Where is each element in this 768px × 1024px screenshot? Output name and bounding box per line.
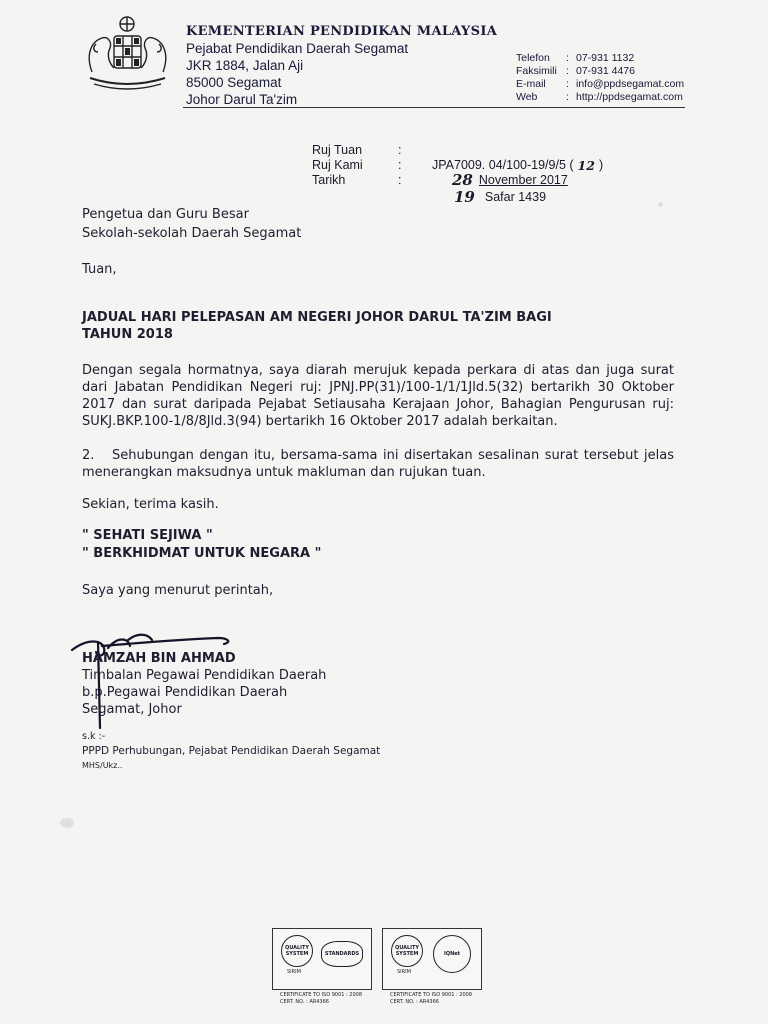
office-line: JKR 1884, Jalan Aji bbox=[186, 58, 304, 73]
paragraph-2-number: 2. bbox=[82, 448, 95, 463]
cert-caption: CERTIFICATE TO ISO 9001 : 2008 bbox=[280, 992, 363, 998]
office-line: 85000 Segamat bbox=[186, 75, 282, 90]
hijri-month-year: Safar 1439 bbox=[484, 190, 547, 204]
recipient-line: Sekolah-sekolah Daerah Segamat bbox=[82, 226, 302, 241]
quality-system-badge bbox=[391, 935, 423, 967]
motto-line: " SEHATI SEJIWA " bbox=[82, 528, 213, 543]
contact-sep: : bbox=[566, 78, 569, 90]
contact-sep: : bbox=[566, 65, 569, 77]
cc-label: s.k :- bbox=[82, 731, 106, 742]
cert-caption: CERTIFICATE TO ISO 9001 : 2008 bbox=[390, 992, 473, 998]
hijri-handwritten-day: 19 bbox=[454, 188, 475, 206]
ref-colon: : bbox=[398, 173, 402, 187]
office-address bbox=[186, 40, 408, 108]
contact-value: info@ppdsegamat.com bbox=[576, 78, 685, 90]
badge-text: STANDARDS bbox=[324, 951, 360, 957]
sirim-label: SIRIM bbox=[287, 969, 301, 975]
contact-row-web bbox=[516, 91, 684, 104]
signatory-block bbox=[82, 650, 326, 718]
closing: Sekian, terima kasih. bbox=[82, 497, 219, 512]
iso-cert-logo-left bbox=[272, 928, 372, 990]
malaysia-crest-icon bbox=[80, 14, 175, 96]
contact-value: 07-931 4476 bbox=[576, 65, 635, 77]
ref-close-paren: ) bbox=[598, 158, 604, 172]
badge-text: QUALITY SYSTEM bbox=[394, 945, 420, 957]
date-month-year: November 2017 bbox=[478, 173, 568, 187]
spacer bbox=[398, 190, 432, 205]
ref-value: JPA7009. 04/100-19/9/5 ( bbox=[432, 158, 574, 172]
cc-initials: MHS/Ukz.. bbox=[82, 761, 123, 770]
paragraph-2 bbox=[82, 447, 674, 481]
paragraph-2-text: Sehubungan dengan itu, bersama-sama ini disertakan sesalinan surat tersebut jelas menerangkan maksudnya untuk makluman dan rujukan tuan. bbox=[82, 448, 674, 480]
signatory-name: HAMZAH BIN AHMAD bbox=[82, 651, 236, 666]
header-divider bbox=[183, 107, 685, 108]
signatory-title: b.p.Pegawai Pendidikan Daerah bbox=[82, 685, 288, 700]
subject-line: JADUAL HARI PELEPASAN AM NEGERI JOHOR DARUL TA'ZIM BAGI bbox=[82, 310, 552, 325]
contact-row-email bbox=[516, 78, 684, 91]
cc-recipient: PPPD Perhubungan, Pejabat Pendidikan Daerah Segamat bbox=[82, 745, 381, 757]
ref-label: Ruj Tuan bbox=[312, 143, 363, 157]
spacer bbox=[312, 190, 398, 205]
scan-blot bbox=[60, 818, 74, 828]
cert-caption: CERT. NO. : AR4366 bbox=[390, 999, 439, 1005]
ref-row-hijri bbox=[312, 190, 603, 205]
signatory-title: Timbalan Pegawai Pendidikan Daerah bbox=[82, 668, 327, 683]
sign-off: Saya yang menurut perintah, bbox=[82, 583, 274, 598]
contact-label: Faksimili bbox=[516, 65, 557, 77]
ref-colon: : bbox=[398, 158, 402, 172]
subject-line: TAHUN 2018 bbox=[82, 327, 173, 342]
scan-blot bbox=[658, 202, 663, 207]
contact-label: Telefon bbox=[516, 52, 550, 64]
contact-sep: : bbox=[566, 91, 569, 103]
standards-badge bbox=[321, 941, 363, 967]
ministry-name: KEMENTERIAN PENDIDIKAN MALAYSIA bbox=[186, 24, 498, 39]
contact-row-faksimili bbox=[516, 65, 684, 78]
reference-block bbox=[312, 143, 603, 205]
cert-caption: CERT. NO. : AR4366 bbox=[280, 999, 329, 1005]
ref-row-ruj-tuan bbox=[312, 143, 603, 158]
contact-label: Web bbox=[516, 91, 538, 103]
quality-system-badge bbox=[281, 935, 313, 967]
contact-sep: : bbox=[566, 52, 569, 64]
contact-block bbox=[516, 52, 684, 104]
ref-colon: : bbox=[398, 143, 402, 157]
sirim-label: SIRIM bbox=[397, 969, 411, 975]
badge-text: QUALITY SYSTEM bbox=[284, 945, 310, 957]
contact-value: 07-931 1132 bbox=[576, 52, 635, 64]
ref-label: Ruj Kami bbox=[312, 158, 363, 172]
ref-label: Tarikh bbox=[312, 173, 346, 187]
ref-handwritten-number: 12 bbox=[577, 158, 595, 173]
contact-row-telefon bbox=[516, 52, 684, 65]
contact-label: E-mail bbox=[516, 78, 546, 90]
iso-cert-logo-right bbox=[382, 928, 482, 990]
office-line: Johor Darul Ta'zim bbox=[186, 92, 298, 107]
motto-line: " BERKHIDMAT UNTUK NEGARA " bbox=[82, 546, 322, 561]
badge-text: IQNet bbox=[443, 951, 461, 957]
date-handwritten-day: 28 bbox=[452, 171, 473, 189]
cc-block bbox=[82, 730, 380, 772]
contact-value: http://ppdsegamat.com bbox=[576, 91, 683, 103]
office-line: Pejabat Pendidikan Daerah Segamat bbox=[186, 41, 409, 56]
signatory-title: Segamat, Johor bbox=[82, 702, 182, 717]
recipient-line: Pengetua dan Guru Besar bbox=[82, 207, 249, 222]
iqnet-badge bbox=[433, 935, 471, 973]
ref-row-tarikh bbox=[312, 173, 603, 188]
salutation: Tuan, bbox=[82, 262, 117, 277]
paragraph-1: Dengan segala hormatnya, saya diarah merujuk kepada perkara di atas dan juga surat dari Jabatan Pendidikan Negeri ruj: JPNJ.PP(31)/100-1/1/1Jld.5(32) bertarikh 30 Oktober 2017 dan surat daripada Pejabat Setiausaha Kerajaan Johor, Bahagian Pengurusan ruj: SUKJ.BKP.100-1/8/8Jld.3(94) bertarikh 16 Oktober 2017 adalah berkaitan. bbox=[82, 363, 674, 429]
